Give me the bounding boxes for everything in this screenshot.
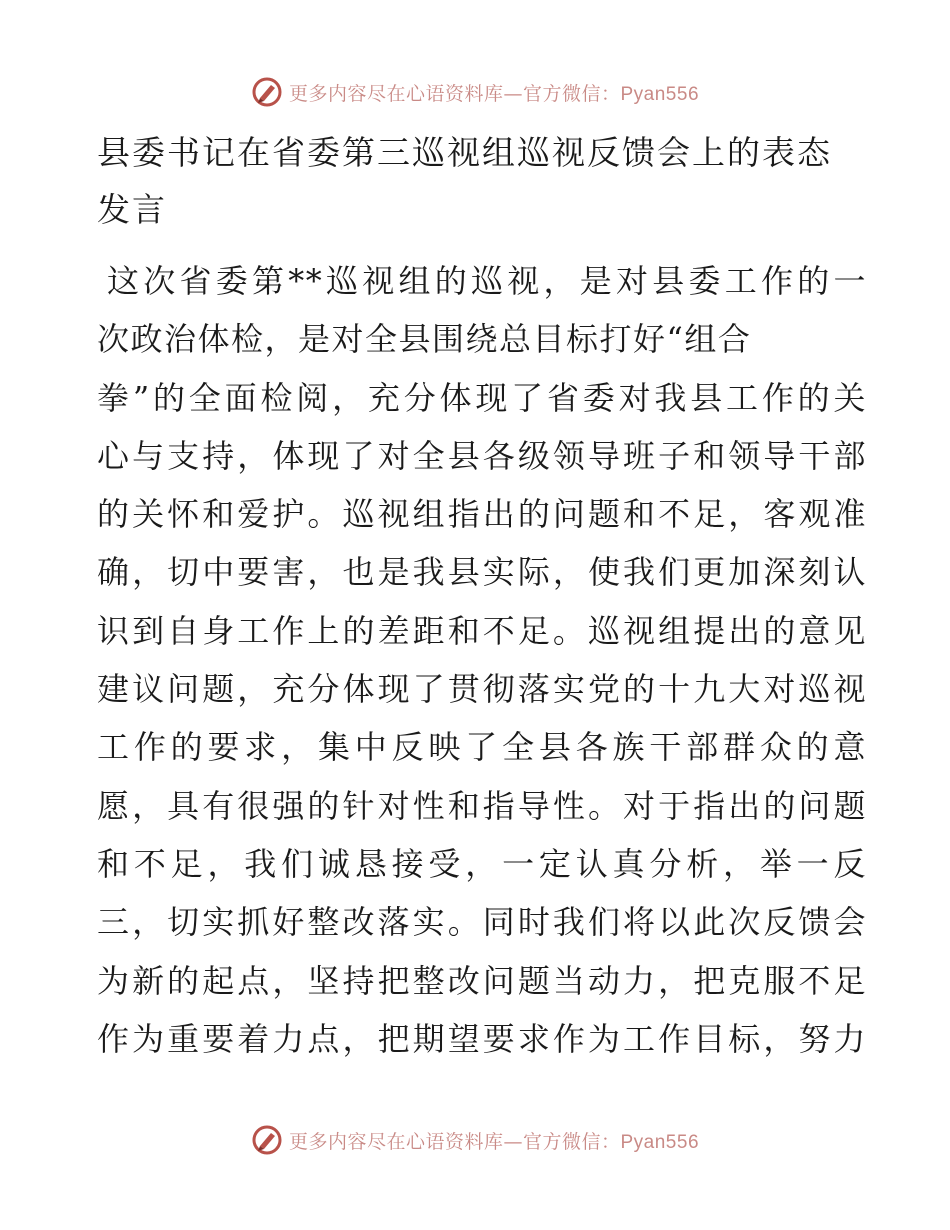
body-line: 三，切实抓好整改落实。同时我们将以此次反馈会 [97, 903, 867, 942]
pen-circle-logo-icon [251, 76, 283, 108]
banner-text: 更多内容尽在心语资料库—官方微信：Pyan556 [288, 1130, 700, 1153]
title-line-1: 县委书记在省委第三巡视组巡视反馈会上的表态 [97, 133, 832, 172]
body-line: 为新的起点，坚持把整改问题当动力，把克服不足 [97, 961, 867, 1000]
document-title [97, 124, 857, 238]
body-line: 确，切中要害，也是我县实际，使我们更加深刻认 [97, 553, 867, 592]
header-banner [0, 72, 950, 112]
footer-banner [0, 1120, 950, 1160]
body-line: 心与支持，体现了对全县各级领导班子和领导干部 [97, 436, 867, 475]
body-line: 这次省委第**巡视组的巡视，是对县委工作的一 [107, 262, 867, 300]
body-line: 建议问题，充分体现了贯彻落实党的十九大对巡视 [97, 670, 867, 709]
body-line: 和不足，我们诚恳接受，一定认真分析，举一反 [97, 844, 867, 883]
body-line: 的关怀和爱护。巡视组指出的问题和不足，客观准 [97, 495, 867, 534]
wechat-id: Pyan556 [620, 1131, 700, 1153]
body-line: 作为重要着力点，把期望要求作为工作目标，努力 [97, 1019, 867, 1058]
wechat-id: Pyan556 [620, 83, 700, 105]
body-text [97, 252, 867, 1068]
body-line: 工作的要求，集中反映了全县各族干部群众的意 [97, 728, 867, 767]
title-line-2: 发言 [97, 190, 167, 229]
pen-circle-logo-icon [251, 1124, 283, 1156]
body-line: 识到自身工作上的差距和不足。巡视组提出的意见 [97, 611, 867, 650]
banner-text: 更多内容尽在心语资料库—官方微信：Pyan556 [288, 82, 700, 105]
body-line: 愿，具有很强的针对性和指导性。对于指出的问题 [97, 786, 867, 825]
body-line: 次政治体检，是对全县围绕总目标打好“组合 [97, 320, 752, 359]
body-line: 拳”的全面检阅，充分体现了省委对我县工作的关 [97, 378, 867, 417]
